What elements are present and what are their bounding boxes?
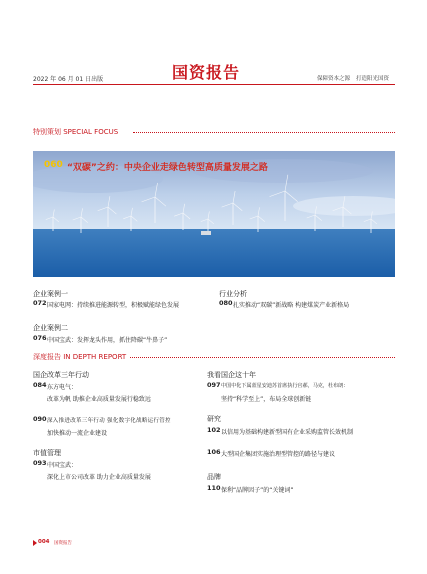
hero-title: “双碳”之约：中央企业走绿色转型高质量发展之路	[67, 163, 268, 173]
toc-page-number: 097	[207, 381, 221, 389]
toc-entry-link[interactable]: 大型国企集团实施治理型管控的路径与建议	[221, 451, 336, 458]
masthead-logo: 国资报告	[172, 63, 241, 82]
toc-entry-link[interactable]: 保利“品牌因子”的“关键词”	[221, 487, 294, 494]
toc-entry-link[interactable]: 中国宝武：	[47, 462, 78, 469]
slogan-1: 保障资本之源	[317, 76, 351, 82]
slogan-2: 打造阳光国资	[356, 76, 390, 82]
toc-entry-link[interactable]: 东方电气：	[47, 384, 78, 391]
category-label: 企业案例一	[33, 290, 68, 298]
toc-entry-link[interactable]: 中国宝武：发挥龙头作用，抓住降碳“牛鼻子”	[47, 337, 168, 344]
header-rule	[33, 84, 395, 85]
toc-entry-link[interactable]: 扎实推动“双碳”新战略 构建煤炭产业新格局	[233, 302, 350, 309]
toc-entry-link[interactable]: 中国中化下属蓝星安迪苏首席执行官郝，马克，杜布朗：	[221, 383, 349, 389]
footer-page-number: 004	[38, 539, 50, 545]
special-focus-divider	[133, 132, 395, 133]
footer-brand: 国资报告	[54, 541, 72, 546]
issue-date: 2022 年 06 月 01 日出版	[33, 76, 104, 83]
toc-page-number: 093	[33, 459, 47, 467]
category-label: 品牌	[207, 473, 221, 481]
toc-entry-link[interactable]: 国家电网：持续推进能源转型，积极赋能绿色发展	[47, 302, 180, 309]
category-label: 市值管理	[33, 449, 61, 457]
hero-page-number: 060	[44, 160, 63, 170]
category-label: 研究	[207, 415, 221, 423]
toc-page-number: 106	[207, 448, 221, 456]
toc-entry-subtitle[interactable]: 加快推动一流企业建设	[47, 430, 108, 437]
toc-entry-link[interactable]: 深入推进改革三年行动 强化数字化战略运行管控	[47, 418, 171, 424]
in-depth-divider	[130, 357, 395, 358]
toc-entry-subtitle[interactable]: 深化上市公司改革 助力企业高质量发展	[47, 474, 151, 481]
category-label: 我看国企这十年	[207, 371, 256, 379]
special-focus-title: 特别策划 SPECIAL FOCUS	[33, 128, 119, 136]
toc-page-number: 084	[33, 381, 47, 389]
toc-page-number: 072	[33, 299, 47, 307]
toc-entry-link[interactable]: 以信用为基础构建新型国有企业采购监管长效机制	[221, 429, 354, 436]
in-depth-title: 深度报告 IN DEPTH REPORT	[33, 353, 127, 361]
toc-page-number: 080	[219, 299, 233, 307]
toc-page-number: 090	[33, 415, 47, 423]
category-label: 企业案例二	[33, 324, 68, 332]
toc-page-number: 110	[207, 484, 221, 492]
toc-entry-subtitle[interactable]: 改革为帆 助推企业高质量发展行稳致远	[47, 396, 151, 403]
category-label: 行业分析	[219, 290, 247, 298]
toc-page-number: 102	[207, 426, 221, 434]
toc-page-number: 076	[33, 334, 47, 342]
toc-entry-subtitle[interactable]: 坚持“科学至上”，布局全球创新链	[221, 396, 312, 403]
category-label: 国企改革三年行动	[33, 371, 89, 379]
footer-triangle-icon	[33, 540, 37, 546]
